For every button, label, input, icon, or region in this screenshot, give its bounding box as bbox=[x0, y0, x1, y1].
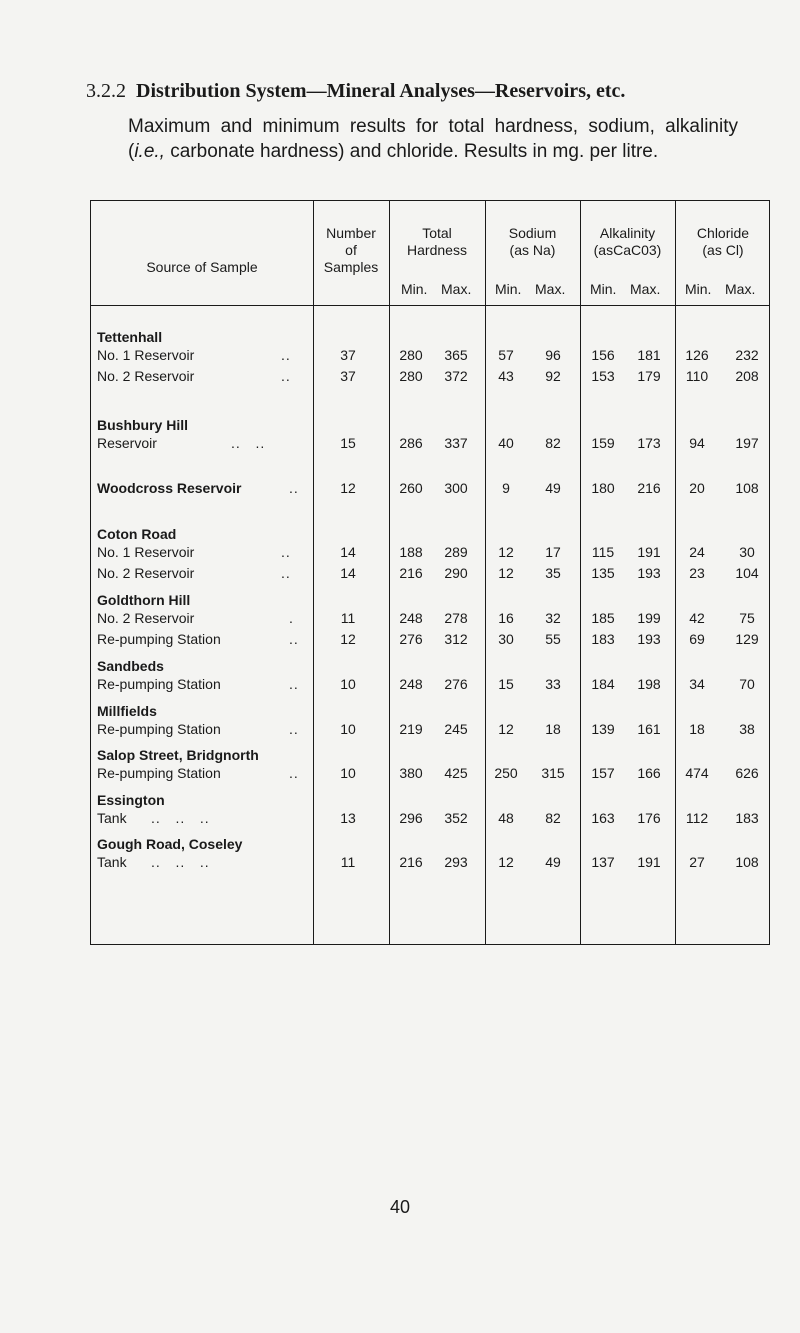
header-min: Min. bbox=[495, 281, 522, 297]
group-heading: Salop Street, Bridgnorth bbox=[97, 747, 259, 763]
header-sodium: Sodium (as Na) bbox=[508, 225, 557, 258]
group-heading: Bushbury Hill bbox=[97, 417, 189, 433]
group-heading: Millfields bbox=[97, 703, 157, 719]
group-heading: Coton Road bbox=[97, 526, 177, 542]
header-number-of-samples: Number of Samples bbox=[323, 225, 379, 275]
table-row: Tank .. .. .. 13 296 352 48 82 163 176 112 183 bbox=[97, 810, 759, 826]
table-row: Re-pumping Station .. 10 380 425 250 315 157 166 474 626 bbox=[97, 765, 759, 781]
table-row: Tank .. .. .. 11 216 293 12 49 137 191 27 108 bbox=[97, 854, 759, 870]
table-row: Re-pumping Station .. 10 219 245 12 18 139 161 18 38 bbox=[97, 721, 755, 737]
table-row: No. 1 Reservoir .. 14 188 289 12 17 115 191 24 30 bbox=[97, 544, 755, 560]
group-heading: Tettenhall bbox=[97, 329, 163, 345]
header-chloride: Chloride (as Cl) bbox=[696, 225, 750, 258]
table-row: No. 2 Reservoir .. 14 216 290 12 35 135 193 23 104 bbox=[97, 565, 759, 581]
group-heading: Goldthorn Hill bbox=[97, 592, 191, 608]
header-min: Min. bbox=[590, 281, 617, 297]
table-row: Re-pumping Station .. 12 276 312 30 55 183 193 69 129 bbox=[97, 631, 759, 647]
page-number: 40 bbox=[389, 1197, 411, 1217]
group-heading: Woodcross Reservoir bbox=[97, 480, 242, 496]
header-max: Max. bbox=[630, 281, 661, 297]
group-heading: Gough Road, Coseley bbox=[97, 836, 243, 852]
table-row: Reservoir .. .. 15 286 337 40 82 159 173 94 197 bbox=[97, 435, 759, 451]
header-total-hardness: Total Hardness bbox=[407, 225, 467, 258]
table-row: No. 1 Reservoir .. 37 280 365 57 96 156 181 126 232 bbox=[97, 347, 759, 363]
header-max: Max. bbox=[441, 281, 472, 297]
header-min: Min. bbox=[685, 281, 712, 297]
section-title: Distribution System—Mineral Analyses—Reservoirs, etc. bbox=[136, 80, 626, 102]
table-row: .. 12 260 300 9 49 180 216 20 108 bbox=[289, 480, 759, 496]
header-min: Min. bbox=[401, 281, 428, 297]
header-max: Max. bbox=[535, 281, 566, 297]
group-heading: Sandbeds bbox=[97, 658, 164, 674]
section-heading bbox=[86, 80, 625, 103]
header-alkalinity: Alkalinity (asCaC03) bbox=[593, 225, 662, 258]
table-row: No. 2 Reservoir .. 37 280 372 43 92 153 179 110 208 bbox=[97, 368, 759, 384]
group-heading: Essington bbox=[97, 792, 165, 808]
table-row: Re-pumping Station .. 10 248 276 15 33 184 198 34 70 bbox=[97, 676, 755, 692]
table-row: No. 2 Reservoir . 11 248 278 16 32 185 199 42 75 bbox=[97, 610, 755, 626]
header-max: Max. bbox=[725, 281, 756, 297]
section-number: 3.2.2 bbox=[86, 80, 126, 102]
header-source: Source of Sample bbox=[146, 259, 258, 275]
header-divider bbox=[91, 305, 769, 306]
intro-paragraph: Maximum and minimum results for total hardness, sodium, alkalinity (i.e., carbonate hardness) and chloride. Results in mg. per litre. bbox=[128, 116, 738, 162]
mineral-analyses-table bbox=[90, 200, 770, 945]
